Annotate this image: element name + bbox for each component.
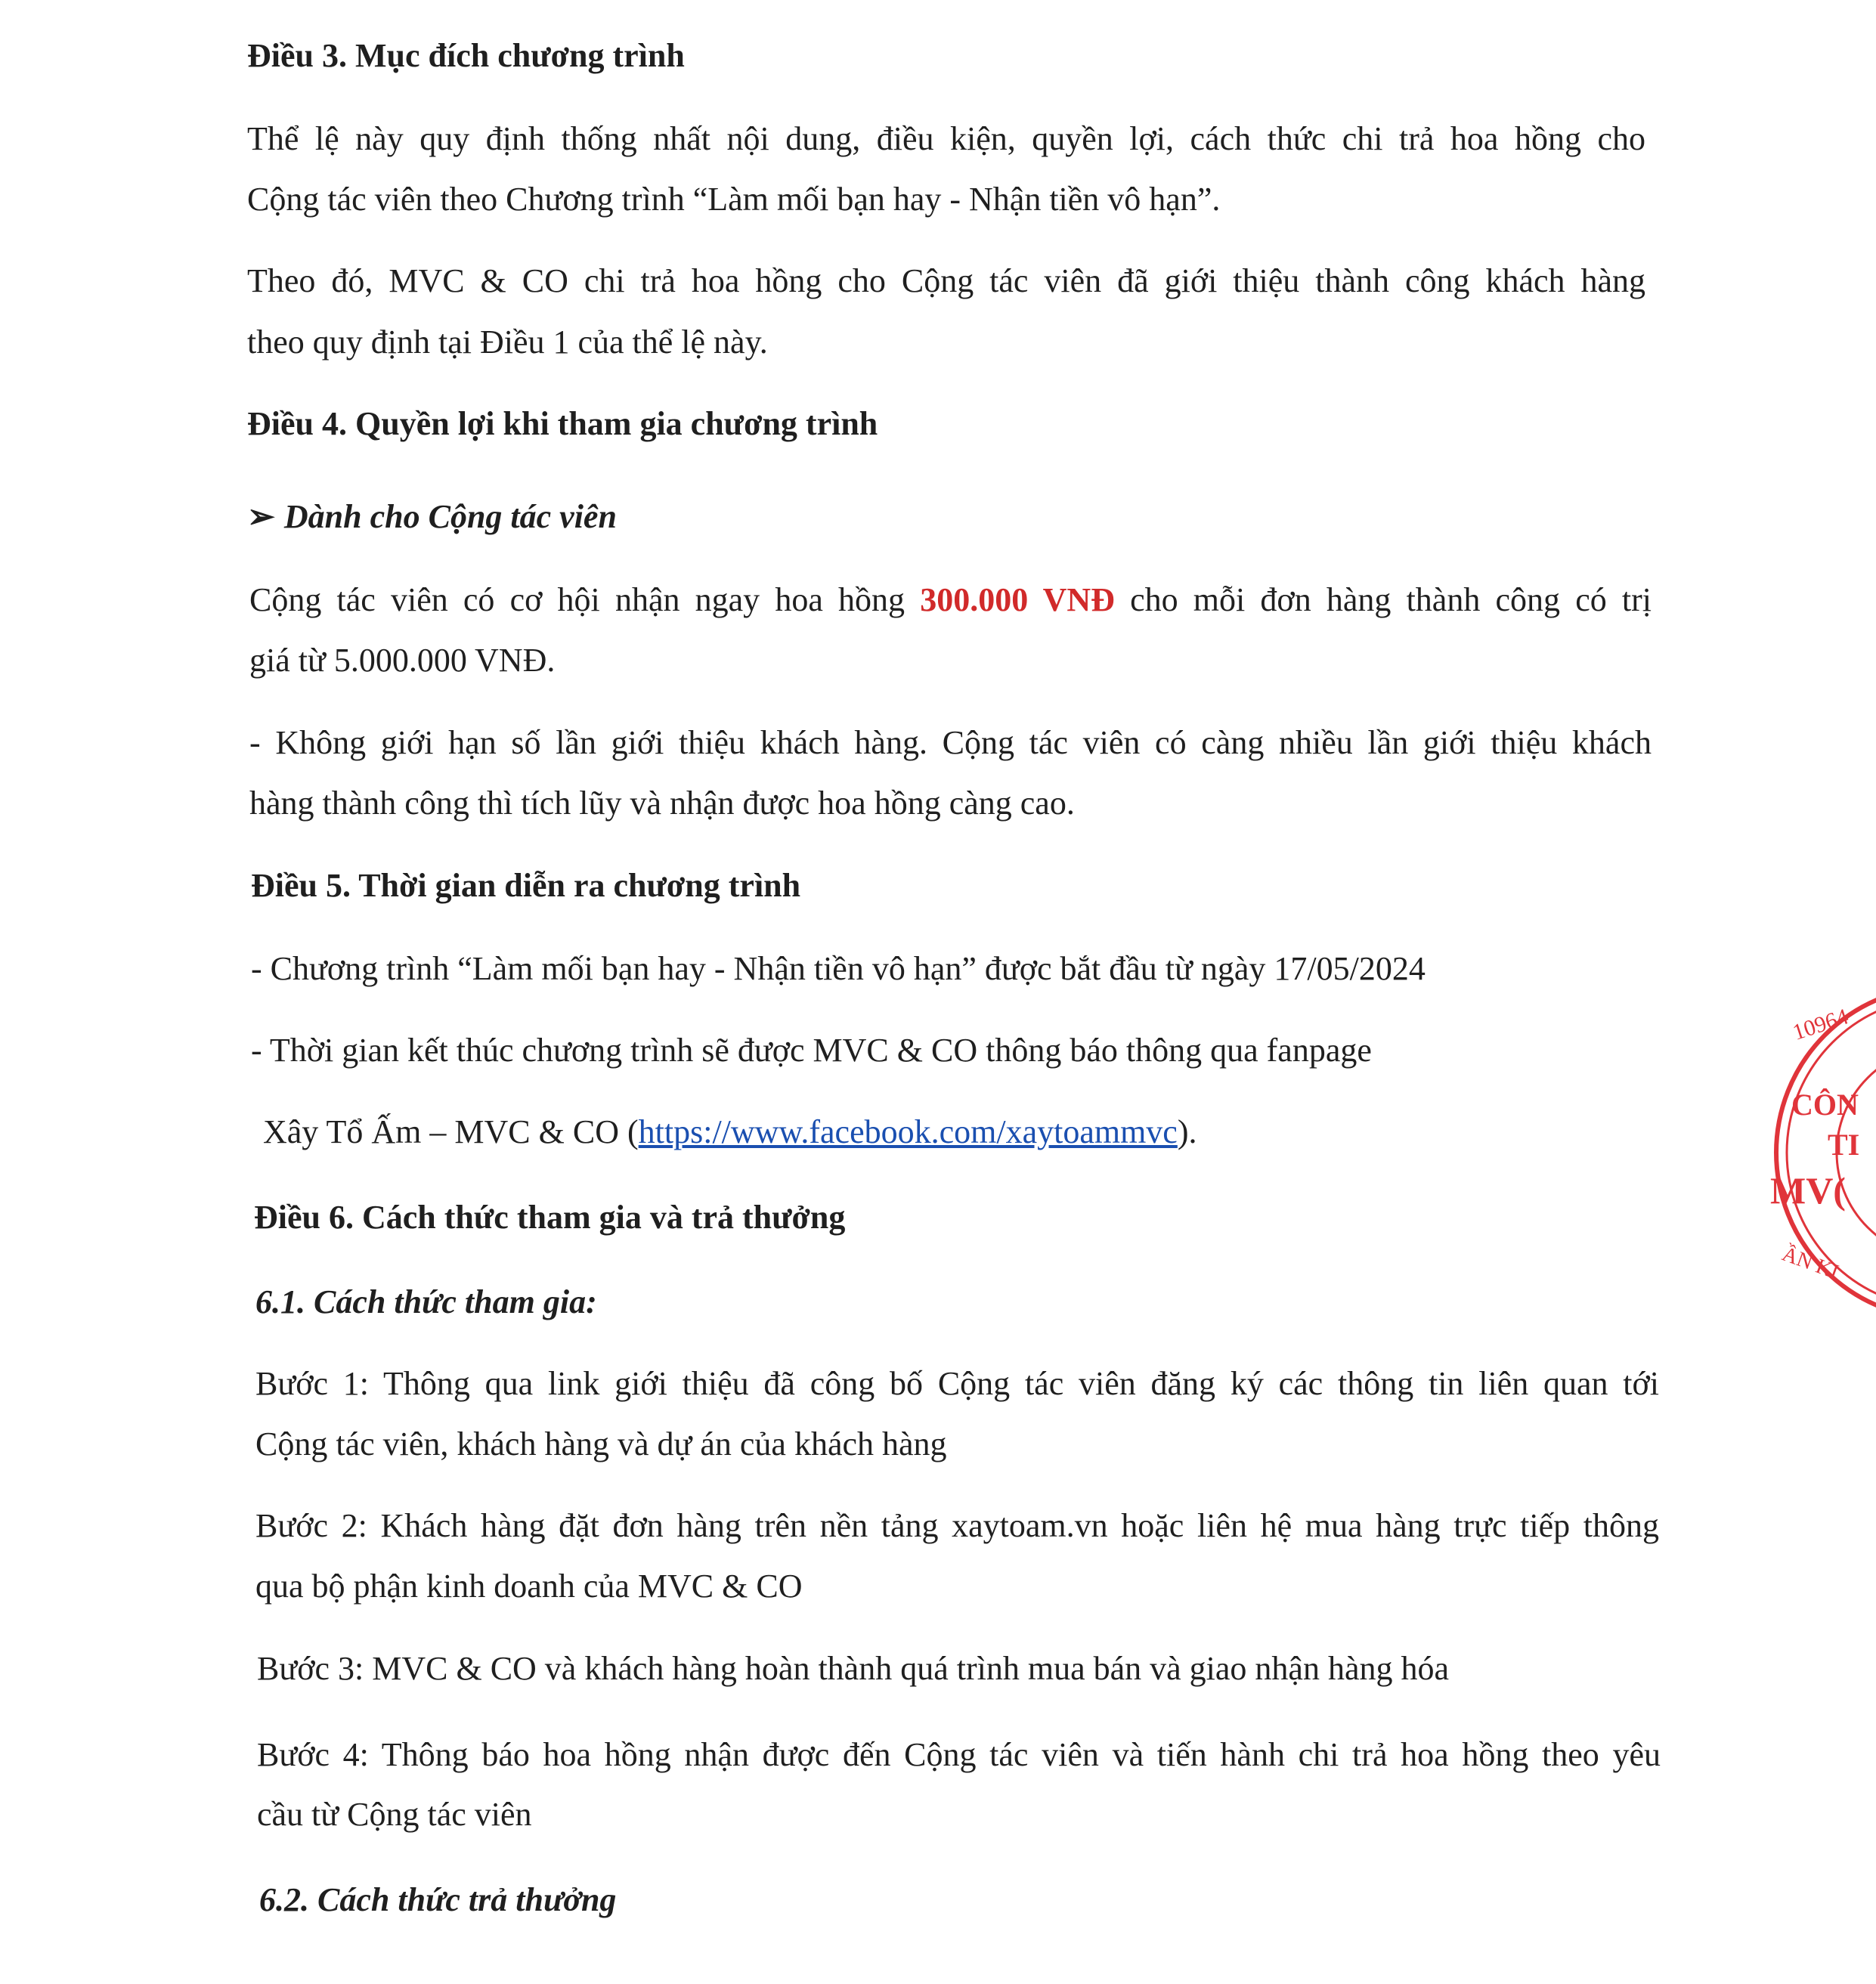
- dieu-4-paragraph-1-line-2: giá từ 5.000.000 VNĐ.: [249, 642, 556, 679]
- dieu-3-paragraph-1-line-2: Cộng tác viên theo Chương trình “Làm mối bạn hay - Nhận tiền vô hạn”.: [247, 181, 1221, 218]
- commission-amount: 300.000 VNĐ: [920, 581, 1115, 618]
- seal-text-line-3: MV(: [1770, 1169, 1846, 1212]
- buoc-4-line-1: Bước 4: Thông báo hoa hồng nhận được đến Cộng tác viên và tiến hành chi trả hoa hồng theo yêu: [257, 1736, 1661, 1773]
- seal-number: 10964: [1789, 1004, 1852, 1045]
- seal-text-line-1: CÔN: [1791, 1088, 1859, 1122]
- seal-bottom-text: ẦN KI: [1778, 1242, 1842, 1285]
- dieu-4-paragraph-2-line-1: - Không giới hạn số lần giới thiệu khách hàng. Cộng tác viên có càng nhiều lần giới thiệu khách: [249, 724, 1652, 761]
- dieu-3-paragraph-2-line-1: Theo đó, MVC & CO chi trả hoa hồng cho Cộng tác viên đã giới thiệu thành công khách hàng: [247, 262, 1645, 299]
- dieu-4-paragraph-1-line-1: [249, 580, 1652, 621]
- dieu-6-heading: Điều 6. Cách thức tham gia và trả thưởng: [254, 1199, 846, 1236]
- seal-text-line-2: TI: [1828, 1128, 1860, 1162]
- dieu-6-1-subheading: 6.1. Cách thức tham gia:: [255, 1283, 597, 1320]
- buoc-1-line-2: Cộng tác viên, khách hàng và dự án của khách hàng: [255, 1425, 947, 1462]
- arrow-bullet-icon: ➢: [247, 498, 275, 535]
- buoc-4-line-2: cầu từ Cộng tác viên: [257, 1796, 532, 1833]
- dieu-4-paragraph-2-line-2: hàng thành công thì tích lũy và nhận được hoa hồng càng cao.: [249, 785, 1075, 822]
- dieu-3-heading: Điều 3. Mục đích chương trình: [247, 37, 685, 74]
- company-seal: [1769, 983, 1876, 1323]
- dieu-6-2-subheading: 6.2. Cách thức trả thưởng: [259, 1881, 617, 1918]
- buoc-1-line-1: Bước 1: Thông qua link giới thiệu đã công bố Cộng tác viên đăng ký các thông tin liên quan tới: [255, 1365, 1659, 1402]
- dieu-3-paragraph-2-line-2: theo quy định tại Điều 1 của thể lệ này.: [247, 323, 768, 361]
- dieu-5-line-3-before: Xây Tổ Ấm – MVC & CO (: [263, 1113, 639, 1150]
- dieu-4-subheading-text: Dành cho Cộng tác viên: [283, 498, 617, 535]
- dieu-3-paragraph-1-line-1: Thể lệ này quy định thống nhất nội dung, điều kiện, quyền lợi, cách thức chi trả hoa hồng cho: [247, 120, 1645, 157]
- company-seal-graphic: [1769, 983, 1876, 1323]
- dieu-5-heading: Điều 5. Thời gian diễn ra chương trình: [251, 867, 801, 904]
- fanpage-link[interactable]: https://www.facebook.com/xaytoammvc: [638, 1113, 1178, 1150]
- buoc-2-line-1: Bước 2: Khách hàng đặt đơn hàng trên nền tảng xaytoam.vn hoặc liên hệ mua hàng trực tiếp thông: [255, 1507, 1659, 1544]
- dieu-5-line-1: - Chương trình “Làm mối bạn hay - Nhận tiền vô hạn” được bắt đầu từ ngày 17/05/2024: [251, 950, 1426, 987]
- dieu-4-subheading: [247, 497, 617, 537]
- dieu-4-p1-before: Cộng tác viên có cơ hội nhận ngay hoa hồng: [249, 581, 921, 618]
- buoc-3-line-1: Bước 3: MVC & CO và khách hàng hoàn thành quá trình mua bán và giao nhận hàng hóa: [257, 1650, 1449, 1687]
- dieu-5-line-3: [263, 1113, 1197, 1153]
- dieu-5-line-2: - Thời gian kết thúc chương trình sẽ được MVC & CO thông báo thông qua fanpage: [251, 1032, 1372, 1069]
- buoc-2-line-2: qua bộ phận kinh doanh của MVC & CO: [255, 1568, 803, 1605]
- dieu-4-heading: Điều 4. Quyền lợi khi tham gia chương trình: [247, 405, 878, 442]
- dieu-5-line-3-after: ).: [1177, 1113, 1197, 1150]
- dieu-4-p1-after: cho mỗi đơn hàng thành công có trị: [1114, 581, 1652, 618]
